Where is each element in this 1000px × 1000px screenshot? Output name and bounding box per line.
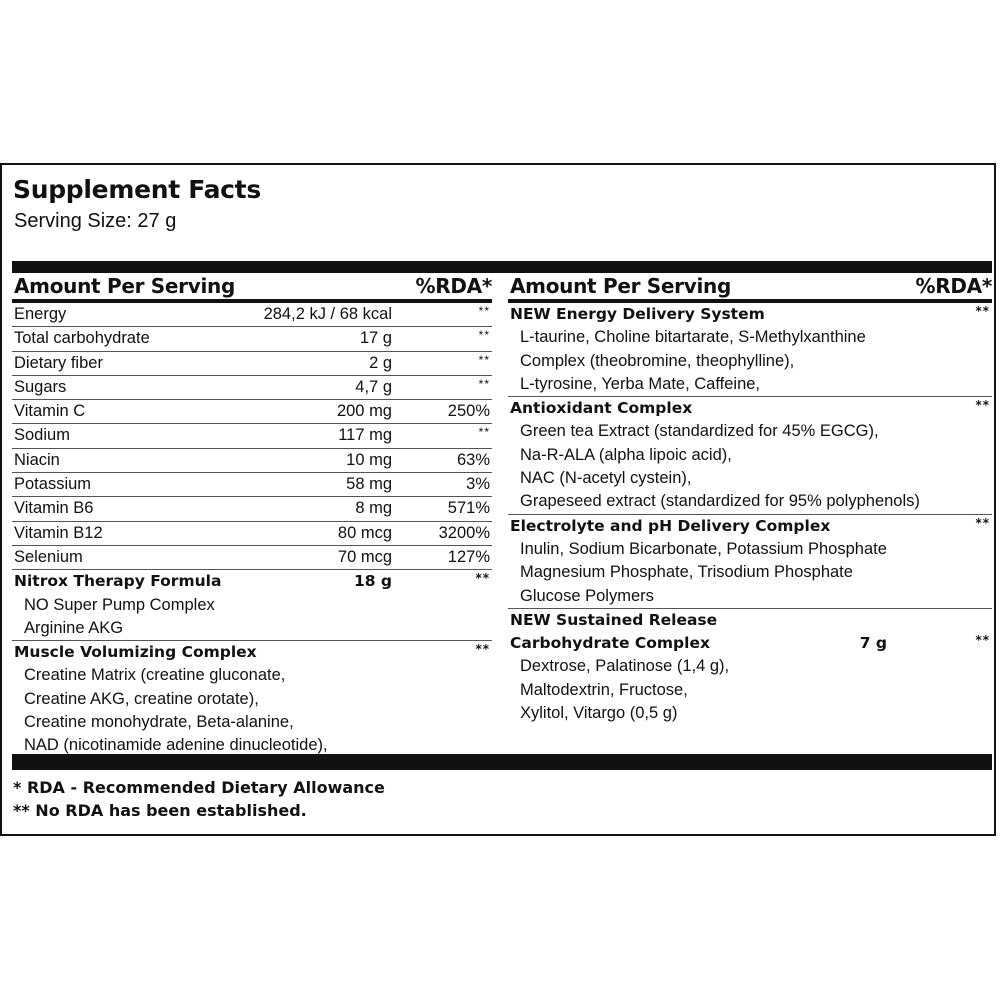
row-amount: 284,2 kJ / 68 kcal xyxy=(263,305,392,323)
row-name: NO Super Pump Complex xyxy=(24,595,215,614)
row-name: Na-R-ALA (alpha lipoic acid), xyxy=(520,445,732,464)
row-rda: ** xyxy=(478,304,490,318)
ingredient-row xyxy=(508,585,992,609)
row-amount: 7 g xyxy=(859,634,887,653)
nutrient-row xyxy=(12,522,492,546)
row-name: Vitamin B6 xyxy=(14,499,94,518)
row-name: Nitrox Therapy Formula xyxy=(14,572,222,591)
row-name: NEW Sustained Release xyxy=(510,610,718,629)
ingredient-row xyxy=(508,561,992,584)
nutrient-row xyxy=(12,376,492,400)
row-name: Vitamin B12 xyxy=(14,523,103,542)
row-rda: 3200% xyxy=(438,523,490,542)
ingredient-row xyxy=(508,444,992,467)
right-column xyxy=(508,273,992,725)
row-name: Creatine monohydrate, Beta-alanine, xyxy=(24,713,294,732)
row-amount: 117 mg xyxy=(338,426,392,445)
row-name: Magnesium Phosphate, Trisodium Phosphate xyxy=(520,563,853,582)
row-rda: 63% xyxy=(456,450,490,469)
ingredient-row xyxy=(508,326,992,349)
nutrient-row xyxy=(12,497,492,521)
column-header-left xyxy=(12,273,492,303)
nutrient-row xyxy=(12,449,492,473)
row-name: Arginine AKG xyxy=(24,618,124,637)
row-name: Total carbohydrate xyxy=(14,329,150,348)
row-rda: ** xyxy=(478,376,490,391)
row-rda: ** xyxy=(975,398,990,413)
serving-size: Serving Size: 27 g xyxy=(14,210,177,232)
row-name: Inulin, Sodium Bicarbonate, Potassium Phosphate xyxy=(520,539,887,558)
footnote-no-rda: ** No RDA has been established. xyxy=(13,801,307,820)
row-name: Grapeseed extract (standardized for 95% polyphenols) xyxy=(520,492,920,511)
rda-label: %RDA* xyxy=(415,274,492,298)
section-heading-row xyxy=(12,570,492,593)
section-heading-row xyxy=(508,303,992,326)
section-heading-row xyxy=(12,641,492,664)
row-name: Electrolyte and pH Delivery Complex xyxy=(510,516,831,535)
row-rda: ** xyxy=(975,633,990,648)
rda-label: %RDA* xyxy=(915,274,992,298)
nutrient-row xyxy=(12,424,492,448)
row-amount: 17 g xyxy=(359,329,392,348)
row-amount: 18 g xyxy=(353,572,392,591)
row-name: NAD (nicotinamide adenine dinucleotide), xyxy=(24,736,328,755)
ingredient-row xyxy=(508,538,992,561)
row-name: Sugars xyxy=(14,377,67,396)
row-rda: 250% xyxy=(447,402,490,421)
nutrient-row xyxy=(12,327,492,351)
footnotes xyxy=(13,776,385,822)
bottom-rule xyxy=(12,754,992,770)
row-name: L-taurine, Choline bitartarate, S-Methylxanthine xyxy=(520,328,866,347)
row-name: NEW Energy Delivery System xyxy=(510,305,765,323)
left-rows xyxy=(12,303,492,758)
top-rule xyxy=(12,261,992,273)
row-amount: 80 mcg xyxy=(337,523,392,542)
row-rda: 3% xyxy=(466,475,490,494)
footnote-rda: * RDA - Recommended Dietary Allowance xyxy=(13,778,385,797)
ingredient-row xyxy=(508,490,992,514)
section-heading-row xyxy=(508,397,992,420)
row-rda: ** xyxy=(478,328,490,343)
row-amount: 4,7 g xyxy=(355,377,392,396)
row-name: Complex (theobromine, theophylline), xyxy=(520,351,795,370)
row-rda: ** xyxy=(475,642,490,657)
ingredient-row xyxy=(508,702,992,725)
ingredient-row xyxy=(508,420,992,443)
ingredient-row xyxy=(508,350,992,373)
nutrient-row xyxy=(12,546,492,570)
row-name: Creatine AKG, creatine orotate), xyxy=(24,689,259,708)
ingredient-row xyxy=(12,617,492,641)
nutrient-row xyxy=(12,473,492,497)
row-rda: 571% xyxy=(447,499,490,518)
row-rda: ** xyxy=(475,571,490,586)
section-heading-row xyxy=(508,609,992,632)
row-name: Niacin xyxy=(14,450,60,469)
row-amount: 70 mcg xyxy=(337,547,392,566)
page-title: Supplement Facts xyxy=(13,175,261,204)
row-amount: 10 mg xyxy=(346,450,392,469)
nutrient-row xyxy=(12,352,492,376)
row-name: Creatine Matrix (creatine gluconate, xyxy=(24,666,286,685)
row-amount: 58 mg xyxy=(346,475,392,494)
row-amount: 2 g xyxy=(369,353,392,372)
row-name: Dietary fiber xyxy=(14,353,103,372)
nutrient-row xyxy=(12,303,492,327)
row-rda: 127% xyxy=(447,547,490,566)
ingredient-row xyxy=(508,373,992,397)
ingredient-row xyxy=(508,467,992,490)
row-rda: ** xyxy=(478,425,490,440)
ingredient-row xyxy=(508,655,992,678)
row-name: Green tea Extract (standardized for 45% EGCG), xyxy=(520,422,879,441)
row-rda: ** xyxy=(478,352,490,367)
row-name: Dextrose, Palatinose (1,4 g), xyxy=(520,657,730,676)
ingredient-row xyxy=(12,711,492,734)
row-rda: ** xyxy=(975,515,990,530)
row-name: Sodium xyxy=(14,426,70,445)
amount-per-serving-label: Amount Per Serving xyxy=(14,274,235,298)
section-heading-row xyxy=(508,632,992,655)
row-name: Energy xyxy=(14,305,67,323)
column-header-right xyxy=(508,273,992,303)
row-name: L-tyrosine, Yerba Mate, Caffeine, xyxy=(520,374,761,393)
row-name: Selenium xyxy=(14,547,83,566)
row-amount: 8 mg xyxy=(355,499,392,518)
row-name: Antioxidant Complex xyxy=(510,399,693,418)
right-rows xyxy=(508,303,992,725)
row-name: NAC (N-acetyl cystein), xyxy=(520,469,692,488)
row-name: Xylitol, Vitargo (0,5 g) xyxy=(520,704,678,723)
ingredient-row xyxy=(12,688,492,711)
row-rda: ** xyxy=(975,304,990,318)
row-name: Glucose Polymers xyxy=(520,586,654,605)
row-name: Maltodextrin, Fructose, xyxy=(520,680,688,699)
ingredient-row xyxy=(508,679,992,702)
row-name: Carbohydrate Complex xyxy=(510,634,710,653)
row-name: Vitamin C xyxy=(14,402,86,421)
left-column xyxy=(12,273,492,758)
row-amount: 200 mg xyxy=(336,402,392,421)
ingredient-row xyxy=(12,594,492,617)
amount-per-serving-label: Amount Per Serving xyxy=(510,274,731,298)
section-heading-row xyxy=(508,515,992,538)
nutrient-row xyxy=(12,400,492,424)
ingredient-row xyxy=(12,664,492,687)
row-name: Muscle Volumizing Complex xyxy=(14,643,257,662)
row-name: Potassium xyxy=(14,475,92,494)
